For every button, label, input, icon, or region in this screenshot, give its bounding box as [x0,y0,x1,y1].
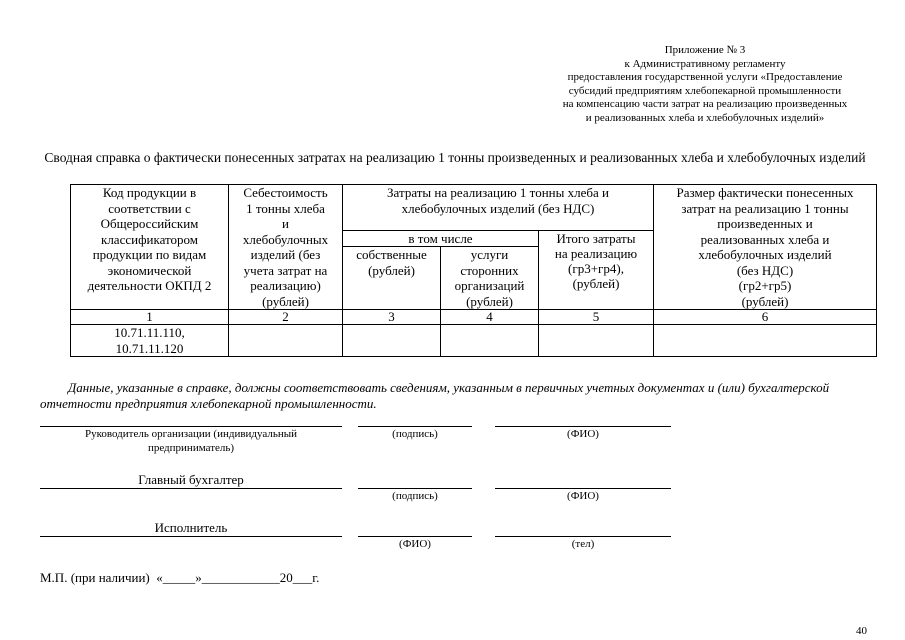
table-row [71,325,877,357]
appendix-line: субсидий предприятиям хлебопекарной промышленности [568,84,842,97]
header-third-party-services: услуги сторонних организаций (рублей) [441,247,539,310]
head-fio-caption: (ФИО) [567,428,599,440]
column-number: 4 [441,310,539,325]
head-label: Руководитель организации (индивидуальный предприниматель) [84,428,298,454]
header-actual-costs: Размер фактически понесенных затрат на реализацию 1 тонны произведенных и реализованных хлеба и хлебобулочных изделий (без НДС) (гр2+гр5) (рублей) [654,185,877,310]
head-fio-line[interactable] [495,426,671,427]
executor-fio-line[interactable] [358,536,472,537]
third-party-cell[interactable] [441,325,539,357]
executor-name-line[interactable] [40,536,342,537]
stamp-date-line: М.П. (при наличии) «_____»____________20___г. [40,570,320,585]
document-title: Сводная справка о фактически понесенных затратах на реализацию 1 тонны произведенных и реализованных хлеба и хлебобулочных изделий [44,150,866,165]
accountant-signature-line[interactable] [358,488,472,489]
accountant-name-line[interactable] [40,488,342,489]
header-total-sales-costs: Итого затраты на реализацию (гр3+гр4), (рублей) [539,231,654,310]
header-cost-price: Себестоимость 1 тонны хлеба и хлебобулочных изделий (без учета затрат на реализацию) (рублей) [229,185,343,310]
data-requirement-note: Данные, указанные в справке, должны соответствовать сведениям, указанным в первичных учетных документах и (или) бухгалтерской отчетности предприятия хлебопекарной промышленности. [40,380,830,411]
executor-phone-line[interactable] [495,536,671,537]
accountant-signature-caption: (подпись) [392,490,438,502]
accountant-fio-caption: (ФИО) [567,490,599,502]
header-own-costs: собственные (рублей) [343,247,441,310]
executor-label: Исполнитель [154,520,228,535]
header-okpd-code: Код продукции в соответствии с Общероссийским классификатором продукции по видам экономической деятельности ОКПД 2 [71,185,229,310]
column-number: 1 [71,310,229,325]
header-including: в том числе [343,231,539,247]
appendix-line: Приложение № 3 [664,44,746,56]
head-signature-caption: (подпись) [392,428,438,440]
header-sales-costs-group: Затраты на реализацию 1 тонны хлеба и хлебобулочных изделий (без НДС) [343,185,654,231]
column-number: 2 [229,310,343,325]
appendix-line: и реализованных хлеба и хлебобулочных изделий» [585,111,825,124]
column-number: 5 [539,310,654,325]
appendix-line: к Административному регламенту [624,57,786,70]
head-name-line[interactable] [40,426,342,427]
cost-price-cell[interactable] [229,325,343,357]
appendix-line: предоставления государственной услуги «Предоставление [567,71,843,84]
cost-summary-table [70,184,877,357]
own-costs-cell[interactable] [343,325,441,357]
executor-phone-caption: (тел) [571,538,595,550]
product-code-cell: 10.71.11.110, 10.71.11.120 [71,325,229,357]
head-signature-line[interactable] [358,426,472,427]
actual-costs-cell[interactable] [654,325,877,357]
column-number-row [71,310,877,325]
column-number: 6 [654,310,877,325]
total-sales-cell[interactable] [539,325,654,357]
page-number: 40 [856,625,867,637]
appendix-header [520,44,890,126]
column-number: 3 [343,310,441,325]
appendix-line: на компенсацию части затрат на реализацию произведенных [562,98,848,111]
executor-fio-caption: (ФИО) [399,538,431,550]
accountant-fio-line[interactable] [495,488,671,489]
chief-accountant-label: Главный бухгалтер [138,472,244,487]
